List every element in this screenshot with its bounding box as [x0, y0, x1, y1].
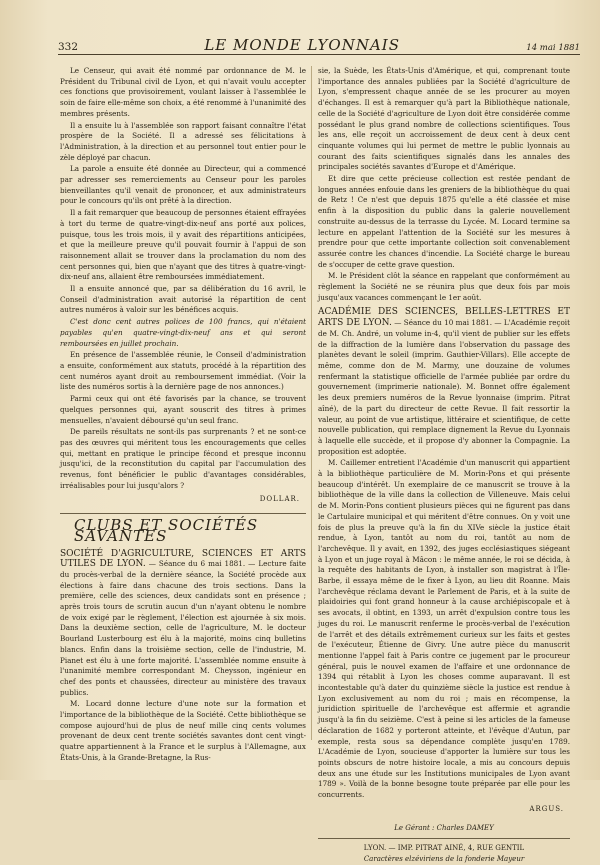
article-signature: DOLLAR.	[259, 495, 300, 504]
article-signature: ARGUS.	[529, 804, 564, 813]
academy-report-text: — Séance du 10 mai 1881. — L'Académie reçoit de M. Ch. André, un volume in-4, qu'il vient de publier sur les effets de la diffraction de la lumière dans l'observation du passage des planètes devant le soleil (imprim. Gauthier-Villars). Elle accepte de même, comme don de M. Marmy, une douzaine de volumes renfermant la statistique officielle de l'armée publiée par ordre du gouvernement (imprimerie nationale). M. Bonnet offre également les deux premiers numéros de la Revue lyonnaise (imprim. Pitrat aîné), de la part du directeur de cette Revue. Il fait ressortir la valeur, au point de vue artistique, littéraire et scientifique, de cette nouvelle publication, qui remplace dignement la Revue du Lyonnais à laquelle elle succède, et il propose d'y abonner la Compagnie. La proposition est adoptée.	[318, 318, 570, 456]
paragraph: M. le Président clôt la séance en rappelant que conformément au règlement la Société ne se réunira plus que deux fois par mois jusqu'aux vacances commençant le 1er août.	[318, 271, 570, 302]
academy-name: ACADÉMIE DES SCIENCES, BELLES-LETTRES ET ARTS DE LYON.	[318, 307, 570, 329]
society-report-text: — Séance du 6 mai 1881. — Lecture faite du procès-verbal de la dernière séance, la Société procède aux élections à faire dans chacune des trois sections. Dans la première, celle des sciences, deux candidats sont en présence ; après trois tours de scrutin aucun d'un n'ayant obtenu le nombre de voix exigé par le règlement, l'élection est ajournée à six mois. Dans la deuxième section, celle de l'agriculture, M. le docteur Bourland Lusterbourg est élu à la majorité, moins cinq bulletins blancs. Enfin dans la troisième section, celle de l'industrie, M. Pianet est élu à une forte majorité. L'assemblée nomme ensuite à l'unanimité membre correspondant M. Cheysson, ingénieur en chef des ponts et chaussées, directeur au ministère des travaux publics.	[60, 559, 306, 697]
section-title: CLUBS ET SOCIÉTÉS SAVANTES	[74, 516, 259, 545]
paragraph: M. Caillemer entretient l'Académie d'un manuscrit qui appartient à la bibliothèque particulière de M. Morin-Pons et qui présente beaucoup d'intérêt. Un exemplaire de ce manuscrit se trouve à la bibliothèque de la ville dans la collection de Villeneuve. Mais celui de M. Morin-Pons contient plusieurs pièces qui ne figurent pas dans le Cartulaire municipal et qui méritent d'être connues. On y voit une fois de plus la preuve qu'à la fin du XIVe siècle la justice était rendue, à Lyon, tantôt au nom du roi, tantôt au nom de l'archevêque. Il y avait, en 1392, des juges ecclésiastiques siégeant à Lyon et un juge royal à Mâcon : le même année, le roi se décida, à la requête des habitants de Lyon, à installer son magistrat à l'Île-Barbe, il essaya même de le fixer à Lyon, au lieu dit Roanne. Mais l'archevêque réclama devant le Parlement de Paris, et à la suite de plaidoiries qui font grand honneur à la cause archiépiscopale et à ses avocats, il obtint, en 1393, un arrêt d'expulsion contre tous les juges du roi. Le manuscrit renferme le procès-verbal de l'exécution de l'arrêt et des détails extrêmement curieux sur les faits et gestes de l'exécuteur, Étienne de Givry. Une autre pièce du manuscrit mentionne l'appel fait à Paris contre ce jugement par le procureur général, puis le nouvel examen de l'affaire et une ordonnance de 1394 qui rétablit à Lyon les choses comme auparavant. Il est incontestable qu'à dater du quinzième siècle la justice est rendue à Lyon exclusivement au nom du roi ; mais en récompense, la juridiction spirituelle de l'archevêque est affermie et agrandie jusqu'à la fin du seizième. C'est à peine si les articles de la fameuse déclaration de 1682 y porteront atteinte, et l'évêque d'Autun, par exemple, resta sous sa dépendance complète jusqu'en 1789. L'Académie de Lyon, soucieuse d'apporter la lumière sur tous les points obscurs de notre histoire locale, a mis au concours depuis deux ans une étude sur les Institutions municipales de Lyon avant 1789 ». Voilà de la bonne besogne toute préparée par elle pour les concurrents.	[318, 458, 570, 800]
printer-credit: LYON. — IMP. PITRAT AINÉ, 4, RUE GENTIL	[318, 838, 570, 854]
society-report	[60, 549, 306, 699]
paragraph: Et dire que cette précieuse collection est restée pendant de longues années enfouie dans les greniers de la bibliothèque du quai de Retz ! Ce n'est que depuis 1875 qu'elle a été classée et mise enfin à la disposition du public dans la galerie nouvellement construite au-dessus de la terrasse du Lycée. M. Locard termine sa lecture en appelant l'attention de la Société sur les mesures à prendre pour que cette importante collection soit convenablement assurée contre les chances d'incendie. La Société charge le bureau de s'occuper de cette grave question.	[318, 174, 570, 269]
typeface-credit: Caractères elzéviriens de la fonderie Mayeur	[363, 854, 525, 863]
manager-credit: Le Gérant : Charles DAMEY	[394, 823, 494, 832]
section-rule	[60, 513, 306, 514]
paragraph: De pareils résultats ne sont-ils pas surprenants ? et ne sont-ce pas des œuvres qui méritent tous les encouragements que celles qui, mettant en pratique le principe fécond et presque inconnu jusqu'ici, de la reconstitution du capital par l'accumulation des revenus, font bénéficier le public d'avantages considérables, irréalisables pour lui jusqu'alors ?	[60, 427, 306, 490]
page-header	[58, 36, 580, 55]
academy-report	[318, 307, 570, 457]
page-footer	[318, 823, 570, 865]
masthead-title: LE MONDE LYONNAIS	[204, 36, 401, 54]
paragraph: En présence de l'assemblée réunie, le Conseil d'administration a ensuite, conformément aux statuts, procédé à la répartition des cent numéros ayant droit au remboursement immédiat. (Voir la liste des numéros sortis à la dernière page de nos annonces.)	[60, 350, 306, 392]
paragraph: sie, la Suède, les États-Unis d'Amérique, et qui, comprenant toute l'importance des annales publiées par la Société d'agriculture de Lyon, s'empressent chaque année de se les procurer au moyen d'échanges. Il est à remarquer qu'à part la Bibliothèque nationale, celle de la Société d'agriculture de Lyon doit être considérée comme possédant le plus grand nombre de collections scientifiques. Tous les ans, elle reçoit un accroissement de deux cent à deux cent cinquante volumes qui lui permet de mettre le public lyonnais au courant des faits scientifiques signalés dans les annales des principales sociétés savantes d'Europe et d'Amérique.	[318, 66, 570, 172]
paragraph-italic: C'est donc cent autres polices de 100 francs, qui n'étaient payables qu'en quatre-vingt-dix-neuf ans et qui seront remboursées en juillet prochain.	[60, 317, 306, 348]
paragraph: Parmi ceux qui ont été favorisés par la chance, se trouvent quelques personnes qui, ayant souscrit des titres à primes mensuelles, n'avaient déboursé qu'un seul franc.	[60, 394, 306, 425]
paragraph: La parole a ensuite été donnée au Directeur, qui a commencé par adresser ses remerciements au Censeur pour les paroles bienveillantes qu'il venait de prononcer, et aux administrateurs pour le concours qu'ils ont prêté à la direction.	[60, 164, 306, 206]
paragraph: M. Locard donne lecture d'une note sur la formation et l'importance de la bibliothèque de la Société. Cette bibliothèque se compose aujourd'hui de plus de neuf mille cinq cents volumes provenant de deux cent trente sociétés savantes dont cent vingt-quatre appartiennent à la France et le surplus à l'Allemagne, aux États-Unis, à la Grande-Bretagne, la Rus-	[60, 699, 306, 762]
issue-date: 14 mai 1881	[526, 43, 580, 53]
left-column	[60, 66, 306, 762]
right-column	[318, 66, 570, 863]
society-name: SOCIÉTÉ D'AGRICULTURE, SCIENCES ET ARTS UTILES DE LYON.	[60, 548, 306, 570]
paragraph: Il a ensuite annoncé que, par sa délibération du 16 avril, le Conseil d'administration avait autorisé la répartition de cent autres numéros à valoir sur les bénéfices acquis.	[60, 284, 306, 315]
paragraph: Il a ensuite lu à l'assemblée son rapport faisant connaître l'état prospère de la Société. Il a adressé ses félicitations à l'Administration, à la direction et au personnel tout entier pour le zèle déployé par chacun.	[60, 120, 306, 162]
column-divider	[311, 66, 312, 740]
page-number: 332	[58, 41, 79, 53]
paragraph: Il a fait remarquer que beaucoup de personnes étaient effrayées à tort du terme de quatre-vingt-dix-neuf ans porté aux polices, puisque, tous les trois mois, il y avait des répartitions anticipées, et que la meilleure preuve qu'il pouvait fournir à l'appui de son raisonnement allait se trouver dans la proclamation du nom des cent personnes qui, bien que n'ayant que des titres à quatre-vingt-dix-neuf ans, allaient être remboursées immédiatement.	[60, 208, 306, 282]
paragraph: Le Censeur, qui avait été nommé par ordonnance de M. le Président du Tribunal civil de Lyon, et qui n'avait voulu accepter ces fonctions que provisoirement, voulant laisser à l'assemblée le soin de faire elle-même son choix, a été renommé à l'unanimité des membres présents.	[60, 66, 306, 118]
